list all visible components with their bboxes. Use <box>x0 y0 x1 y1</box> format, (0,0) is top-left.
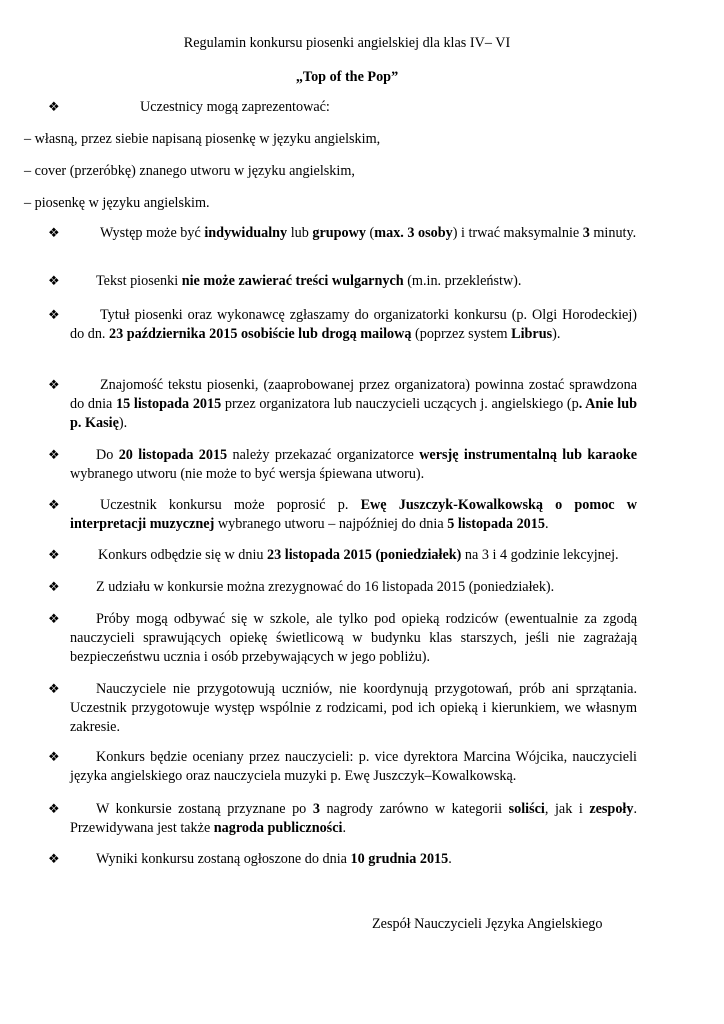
signature: Zespół Nauczycieli Języka Angielskiego <box>372 916 603 932</box>
rule-item: ❖ Nauczyciele nie przygotowują uczniów, nie koordynują przygotowań, prób ani sprzątania. Uczestnik przygotowuje występ wspólnie z rodzicami, pod ich opieką i kierunkiem, we własnym zakresie. <box>48 681 637 735</box>
diamond-bullet-icon: ❖ <box>48 548 60 563</box>
rule-item: ❖ Tytuł piosenki oraz wykonawcę zgłaszamy do organizatorki konkursu (p. Olgi Horodeckiej) do dn. 23 października 2015 osobiście lub drogą mailową (poprzez system Librus). <box>48 307 637 342</box>
diamond-bullet-icon: ❖ <box>48 498 60 513</box>
rule-item: ❖ Konkurs będzie oceniany przez nauczycieli: p. vice dyrektora Marcina Wójcika, nauczycieli języka angielskiego oraz nauczyciela muzyki p. Ewę Juszczyk–Kowalkowską. <box>48 749 637 784</box>
rule-item: ❖ Znajomość tekstu piosenki, (zaaprobowanej przez organizatora) powinna zostać sprawdzona do dnia 15 listopada 2015 przez organizatora lub nauczycieli uczących j. angielskiego (p. Anie lub p. Kasię). <box>48 377 637 431</box>
option-item: – własną, przez siebie napisaną piosenkę w języku angielskim, <box>24 131 381 147</box>
diamond-bullet-icon: ❖ <box>48 682 60 697</box>
diamond-bullet-icon: ❖ <box>48 448 60 463</box>
diamond-bullet-icon: ❖ <box>48 612 60 627</box>
option-item: – cover (przeróbkę) znanego utworu w języku angielskim, <box>24 163 355 179</box>
diamond-bullet-icon: ❖ <box>48 100 60 115</box>
intro-bullet <box>50 98 637 117</box>
intro-text: Uczestnicy mogą zaprezentować: <box>140 99 330 115</box>
document-title: Regulamin konkursu piosenki angielskiej dla klas IV– VI <box>183 35 511 51</box>
diamond-bullet-icon: ❖ <box>48 226 60 241</box>
option-item: – piosenkę w języku angielskim. <box>24 195 210 211</box>
rule-item: ❖ Wyniki konkursu zostaną ogłoszone do dnia 10 grudnia 2015. <box>48 851 452 867</box>
rule-item: ❖ W konkursie zostaną przyznane po 3 nagrody zarówno w kategorii soliści, jak i zespoły. Przewidywana jest także nagroda publiczności. <box>48 801 637 836</box>
rule-item: ❖ Konkurs odbędzie się w dniu 23 listopada 2015 (poniedziałek) na 3 i 4 godzinie lekcyjnej. <box>48 547 619 563</box>
diamond-bullet-icon: ❖ <box>48 308 60 323</box>
diamond-bullet-icon: ❖ <box>48 852 60 867</box>
rule-item: ❖ Z udziału w konkursie można zrezygnować do 16 listopada 2015 (poniedziałek). <box>48 579 555 595</box>
rule-item: ❖ Występ może być indywidualny lub grupowy (max. 3 osoby) i trwać maksymalnie 3 minuty. <box>48 225 637 241</box>
diamond-bullet-icon: ❖ <box>48 750 60 765</box>
document-subtitle: „Top of the Pop” <box>295 69 399 85</box>
rule-item: ❖ Tekst piosenki nie może zawierać treści wulgarnych (m.in. przekleństw). <box>48 273 522 289</box>
rule-item: ❖ Do 20 listopada 2015 należy przekazać organizatorce wersję instrumentalną lub karaoke wybranego utworu (nie może to być wersja śpiewana utworu). <box>48 447 638 482</box>
rule-item: ❖ Uczestnik konkursu może poprosić p. Ewę Juszczyk-Kowalkowską o pomoc w interpretacji muzycznej wybranego utworu – najpóźniej do dnia 5 listopada 2015. <box>48 497 637 532</box>
diamond-bullet-icon: ❖ <box>48 274 60 289</box>
diamond-bullet-icon: ❖ <box>48 378 60 393</box>
diamond-bullet-icon: ❖ <box>48 802 60 817</box>
diamond-bullet-icon: ❖ <box>48 580 60 595</box>
rule-item: ❖ Próby mogą odbywać się w szkole, ale tylko pod opieką rodziców (ewentualnie za zgodą nauczycieli sprawujących opiekę świetlicową w budynku klas starszych, jeśli nie zagrażają bezpieczeństwu ucznia i osób przebywających w jego pobliżu). <box>48 611 637 665</box>
